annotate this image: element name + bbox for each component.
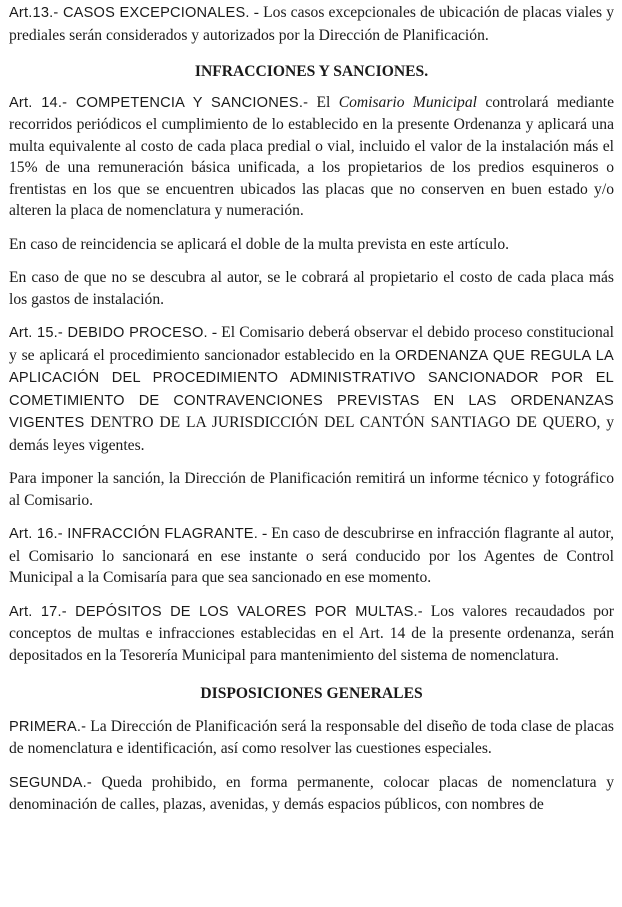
article-14-title: Art. 14.- COMPETENCIA Y SANCIONES.-	[9, 94, 309, 111]
article-15-paragraph-2: Para imponer la sanción, la Dirección de Planificación remitirá un informe técnico y fotográfico al Comisario.	[9, 470, 614, 509]
article-15-ordenanza: ORDENANZA QUE REGULA LA APLICACIÓN DEL PROCEDIMIENTO ADMINISTRATIVO SANCIONADOR POR EL COMETIMIENTO DE CONTRAVENCIONES PREVISTAS EN LAS ORDENANZAS VIGENTES	[9, 347, 614, 431]
disposicion-primera-title: PRIMERA.-	[9, 718, 87, 735]
section-heading-disposiciones: DISPOSICIONES GENERALES	[200, 685, 423, 702]
article-14-comisario: Comisario Municipal	[338, 93, 477, 111]
article-14-paragraph-2: En caso de reincidencia se aplicará el doble de la multa prevista en este artículo.	[9, 235, 510, 253]
disposicion-primera	[9, 716, 614, 760]
article-13-text: - Los casos excepcionales de ubicación de placas viales y prediales serán considerados y autorizados por la Dirección de Planificación.	[9, 4, 614, 44]
article-15	[9, 322, 614, 456]
disposicion-primera-text: La Dirección de Planificación será la responsable del diseño de toda clase de placas de nomenclatura e identificación, así como resolver las cuestiones especiales.	[9, 717, 614, 757]
article-17	[9, 601, 614, 667]
article-15-text-b: DENTRO DE LA JURISDICCIÓN DEL CANTÓN SANTIAGO DE QUERO, y demás leyes vigentes.	[9, 414, 614, 454]
section-heading-infracciones: INFRACCIONES Y SANCIONES.	[194, 63, 429, 80]
article-14-text-b: controlará mediante recorridos periódicos el cumplimiento de lo establecido en la presente Ordenanza y aplicará una multa equivalente al costo de cada placa predial o vial, incluido el valor de la instalación más el 15% de una remuneración básica unificada, a los propietarios de los predios esquineros o frentistas en los que se encuentren ubicados las placas que no conserven en buen estado y/o alteren la placa de nomenclatura y numeración.	[9, 93, 615, 219]
article-17-text: Los valores recaudados por conceptos de multas e infracciones establecidas en el Art. 14 de la presente ordenanza, serán depositados en la Tesorería Municipal para mantenimiento del sistema de nomenclatura.	[9, 602, 614, 664]
article-13-title: Art.13.- CASOS EXCEPCIONALES.	[9, 5, 250, 21]
article-15-text-a: - El Comisario deberá observar el debido proceso constitucional y se aplicará el procedimiento sancionador establecido en la	[9, 324, 614, 364]
article-17-title: Art. 17.- DEPÓSITOS DE LOS VALORES POR MULTAS.-	[9, 603, 423, 620]
article-16-text: - En caso de descubrirse en infracción flagrante al autor, el Comisario lo sancionará en ese instante o será conducido por los Agentes de Control Municipal a la Comisaría para que sea sancionado en ese momento.	[9, 525, 614, 586]
article-16-title: Art. 16.- INFRACCIÓN FLAGRANTE.	[9, 526, 258, 542]
disposicion-segunda-title: SEGUNDA.-	[9, 774, 92, 791]
article-14-paragraph-3: En caso de que no se descubra al autor, se le cobrará al propietario el costo de cada placa más los gastos de instalación.	[9, 269, 614, 308]
article-16	[9, 523, 614, 589]
article-13	[9, 2, 614, 46]
article-14	[9, 92, 614, 222]
article-14-text-a: El	[308, 93, 339, 111]
article-15-title: Art. 15.- DEBIDO PROCESO.	[9, 325, 208, 341]
disposicion-segunda	[9, 772, 614, 816]
disposicion-segunda-text: Queda prohibido, en forma permanente, colocar placas de nomenclatura y denominación de calles, plazas, avenidas, y demás espacios públicos, con nombres de	[9, 773, 614, 813]
